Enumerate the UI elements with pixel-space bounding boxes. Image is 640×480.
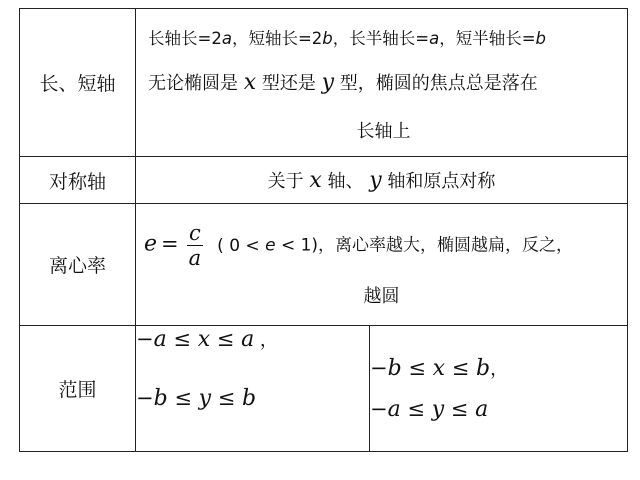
text-span: ，短半轴长=	[439, 28, 536, 48]
range-inequality	[370, 397, 627, 422]
symmetry-description-cell	[136, 157, 628, 204]
var-y: y	[198, 386, 212, 411]
leq-sign: ≤	[444, 397, 476, 421]
text-span: ，短轴长=2	[231, 28, 323, 48]
leq-sign: ≤	[401, 356, 433, 380]
var-a: a	[429, 28, 440, 48]
condition-open: ( 0 <	[217, 235, 266, 256]
equals-sign: =	[161, 231, 179, 256]
focus-note-line-end: 长轴上	[356, 120, 411, 142]
var-a: a	[241, 327, 255, 352]
minus-sign: −	[136, 386, 154, 410]
ellipse-properties-table	[19, 8, 628, 452]
fraction-numerator: c	[187, 221, 204, 246]
focus-note-line	[148, 69, 619, 95]
text-span: 关于	[267, 171, 310, 192]
var-a: a	[387, 397, 401, 422]
var-x: x	[309, 168, 322, 193]
leq-sign: ≤	[166, 327, 198, 351]
var-x: x	[432, 356, 446, 381]
fraction-denominator: a	[188, 246, 202, 270]
leq-sign: ≤	[211, 386, 243, 410]
var-y: y	[369, 168, 382, 193]
row-label-axes: 长、短轴	[20, 9, 136, 157]
var-y: y	[431, 397, 445, 422]
var-b: b	[242, 386, 257, 411]
minus-sign: −	[136, 327, 154, 351]
comma: ，	[490, 359, 509, 380]
var-b: b	[476, 356, 491, 381]
range-x-major-cell	[136, 326, 370, 452]
text-span: 长轴长=2	[148, 28, 222, 48]
table-row	[20, 204, 628, 326]
range-inequality	[136, 326, 369, 352]
leq-sign: ≤	[400, 397, 432, 421]
table-row	[20, 326, 628, 452]
row-label-eccentricity: 离心率	[20, 204, 136, 326]
var-y: y	[321, 69, 335, 95]
var-x: x	[197, 327, 211, 352]
eccentricity-text: ，离心率越大，椭圆越扁，反之，	[318, 235, 574, 256]
leq-sign: ≤	[167, 386, 199, 410]
var-a: a	[153, 327, 167, 352]
range-inequality	[136, 386, 369, 411]
var-a: a	[475, 397, 489, 422]
leq-sign: ≤	[445, 356, 477, 380]
text-span: 型，椭圆的焦点总是落在	[334, 72, 538, 94]
axes-lengths-line	[148, 25, 619, 49]
eccentricity-description-cell	[136, 204, 628, 326]
range-inequality	[370, 355, 627, 381]
var-e: e	[144, 231, 158, 257]
var-e: e	[265, 235, 276, 256]
row-label-range: 范围	[20, 326, 136, 452]
var-x: x	[243, 69, 257, 95]
eccentricity-formula-line	[144, 221, 619, 270]
leq-sign: ≤	[210, 327, 242, 351]
text-span: 轴、	[321, 171, 370, 192]
axes-description-cell	[136, 9, 628, 157]
var-a: a	[221, 28, 232, 48]
condition-close: < 1)	[275, 235, 319, 256]
range-y-major-cell	[370, 326, 628, 452]
var-b: b	[322, 28, 333, 48]
table-row	[20, 9, 628, 157]
comma: ，	[254, 330, 278, 351]
row-label-symmetry: 对称轴	[20, 157, 136, 204]
var-b: b	[387, 356, 402, 381]
minus-sign: −	[370, 356, 388, 380]
text-span: ，长半轴长=	[332, 28, 430, 48]
text-span: 型还是	[256, 72, 322, 94]
eccentricity-text-end: 越圆	[363, 286, 400, 308]
text-span: 轴和原点对称	[381, 171, 496, 192]
var-b: b	[535, 28, 547, 48]
fraction-c-over-a	[187, 221, 204, 270]
text-span: 无论椭圆是	[148, 72, 244, 94]
var-b: b	[153, 386, 168, 411]
minus-sign: −	[370, 397, 388, 421]
table-row	[20, 157, 628, 204]
